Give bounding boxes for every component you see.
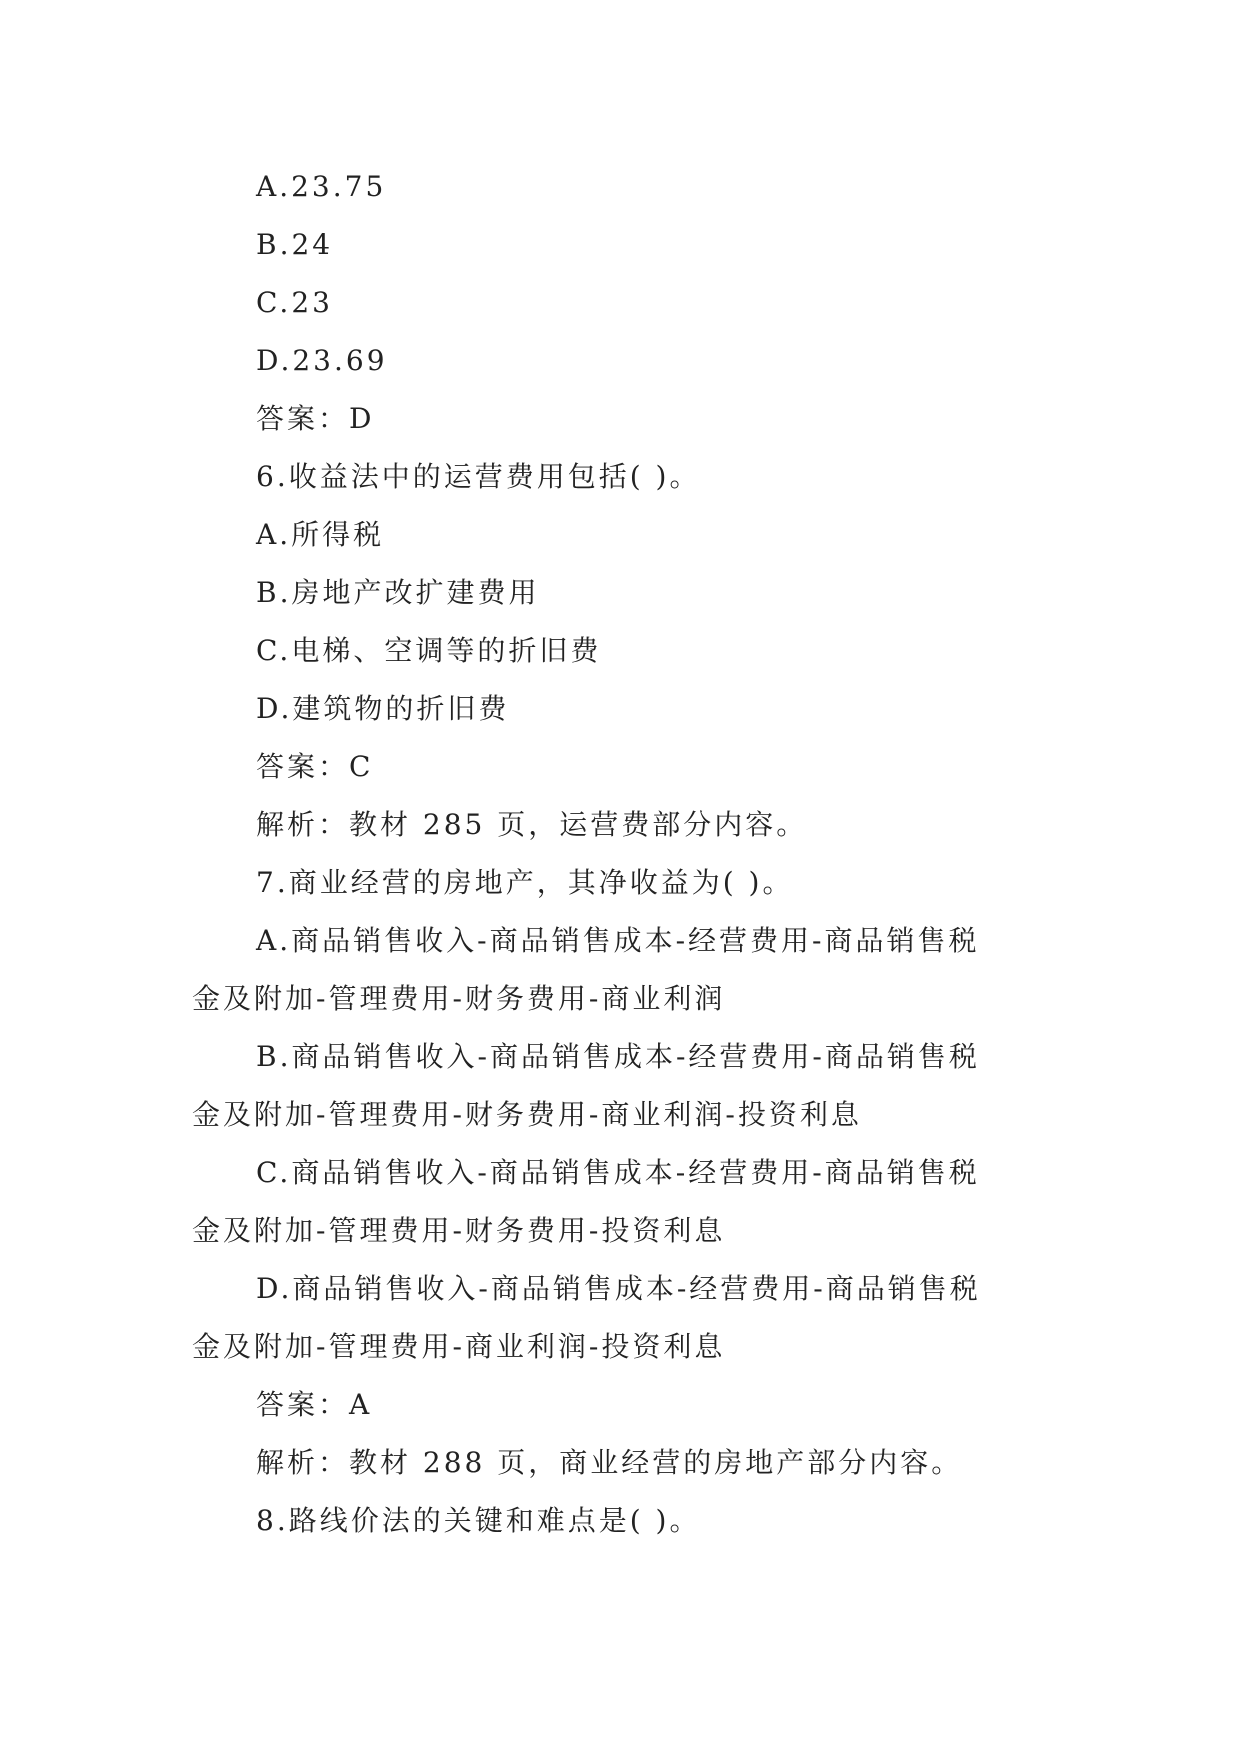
option-line: C.电梯、空调等的折旧费 [256, 634, 602, 667]
document-body [192, 158, 1064, 1550]
answer-line: 答案：C [256, 750, 374, 783]
option-line: B.房地产改扩建费用 [256, 576, 540, 609]
option-line: A.23.75 [256, 170, 387, 203]
option-line: D.建筑物的折旧费 [256, 692, 510, 725]
option-line: D.23.69 [256, 344, 388, 377]
option-continuation-line: 金及附加-管理费用-财务费用-商业利润-投资利息 [192, 1098, 862, 1131]
option-first-line: D.商品销售收入-商品销售成本-经营费用-商品销售税 [256, 1272, 981, 1305]
option-continuation-line: 金及附加-管理费用-财务费用-投资利息 [192, 1214, 726, 1247]
option-first-line: B.商品销售收入-商品销售成本-经营费用-商品销售税 [256, 1040, 980, 1073]
question-line: 7.商业经营的房地产，其净收益为( )。 [256, 866, 794, 899]
option-continuation-line: 金及附加-管理费用-商业利润-投资利息 [192, 1330, 726, 1363]
option-line: B.24 [256, 228, 334, 261]
answer-line: 答案：D [256, 402, 375, 435]
option-paragraph [192, 1260, 1064, 1376]
option-paragraph [192, 1144, 1064, 1260]
option-first-line: A.商品销售收入-商品销售成本-经营费用-商品销售税 [256, 924, 980, 957]
question-line: 8.路线价法的关键和难点是( )。 [256, 1504, 701, 1537]
option-continuation-line: 金及附加-管理费用-财务费用-商业利润 [192, 982, 726, 1015]
question-line: 6.收益法中的运营费用包括( )。 [256, 460, 701, 493]
option-line: C.23 [256, 286, 333, 319]
option-paragraph [192, 912, 1064, 1028]
answer-line: 答案：A [256, 1388, 373, 1421]
option-line: A.所得税 [256, 518, 385, 551]
explanation-line: 解析：教材 285 页，运营费部分内容。 [256, 808, 808, 841]
explanation-line: 解析：教材 288 页，商业经营的房地产部分内容。 [256, 1446, 963, 1479]
option-paragraph [192, 1028, 1064, 1144]
option-first-line: C.商品销售收入-商品销售成本-经营费用-商品销售税 [256, 1156, 980, 1189]
